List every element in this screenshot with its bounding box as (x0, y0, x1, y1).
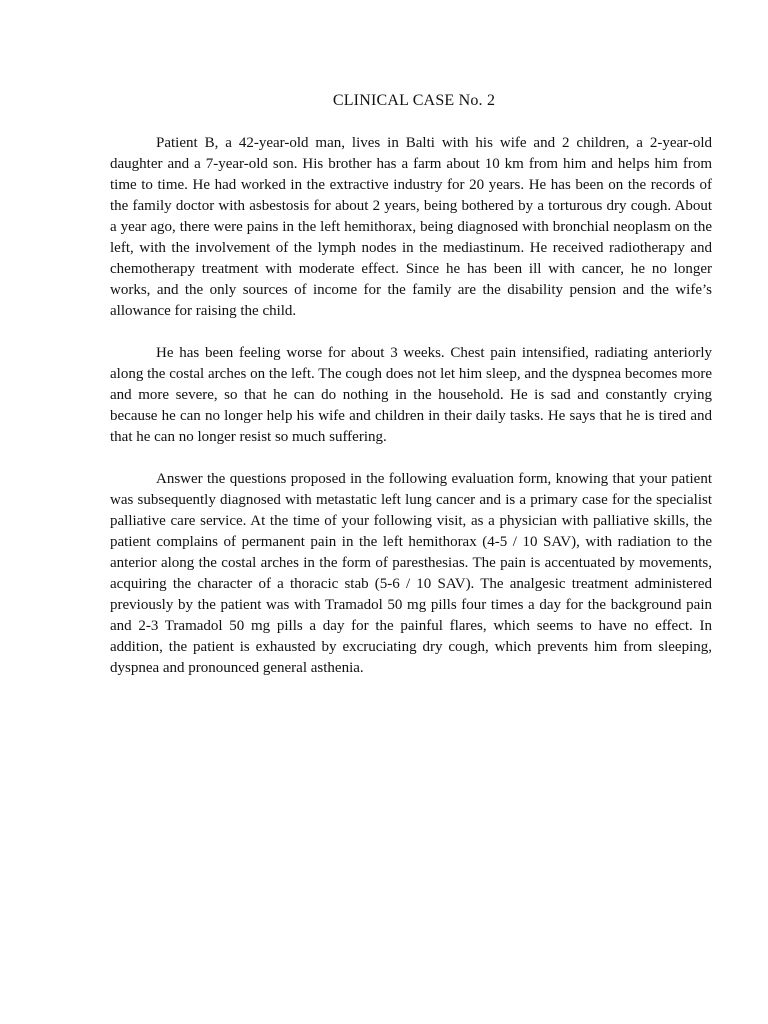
paragraph-current-symptoms: He has been feeling worse for about 3 weeks. Chest pain intensified, radiating anteriorly along the costal arches on the left. The cough does not let him sleep, and the dyspnea becomes more and more severe, so that he can do nothing in the household. He is sad and constantly crying because he can no longer help his wife and children in their daily tasks. He says that he is tired and that he can no longer resist so much suffering. (110, 345, 712, 445)
document-title: CLINICAL CASE No. 2 (332, 92, 496, 109)
paragraph-evaluation-task: Answer the questions proposed in the following evaluation form, knowing that your patient was subsequently diagnosed with metastatic left lung cancer and is a primary case for the specialist palliative care service. At the time of your following visit, as a physician with palliative skills, the patient complains of permanent pain in the left hemithorax (4-5 / 10 SAV), with radiation to the anterior along the costal arches in the form of paresthesias. The pain is accentuated by movements, acquiring the character of a thoracic stab (5-6 / 10 SAV). The analgesic treatment administered previously by the patient was with Tramadol 50 mg pills four times a day for the background pain and 2-3 Tramadol 50 mg pills a day for the painful flares, which seems to have no effect. In addition, the patient is exhausted by excruciating dry cough, which prevents him from sleeping, dyspnea and pronounced general asthenia. (110, 471, 712, 676)
document-body (110, 133, 712, 700)
paragraph-patient-history: Patient B, a 42-year-old man, lives in Balti with his wife and 2 children, a 2-year-old daughter and a 7-year-old son. His brother has a farm about 10 km from him and helps him from time to time. He had worked in the extractive industry for 20 years. He has been on the records of the family doctor with asbestosis for about 2 years, being bothered by a torturous dry cough. About a year ago, there were pains in the left hemithorax, being diagnosed with bronchial neoplasm on the left, with the involvement of the lymph nodes in the mediastinum. He received radiotherapy and chemotherapy treatment with moderate effect. Since he has been ill with cancer, he no longer works, and the only sources of income for the family are the disability pension and the wife’s allowance for raising the child. (110, 135, 712, 319)
